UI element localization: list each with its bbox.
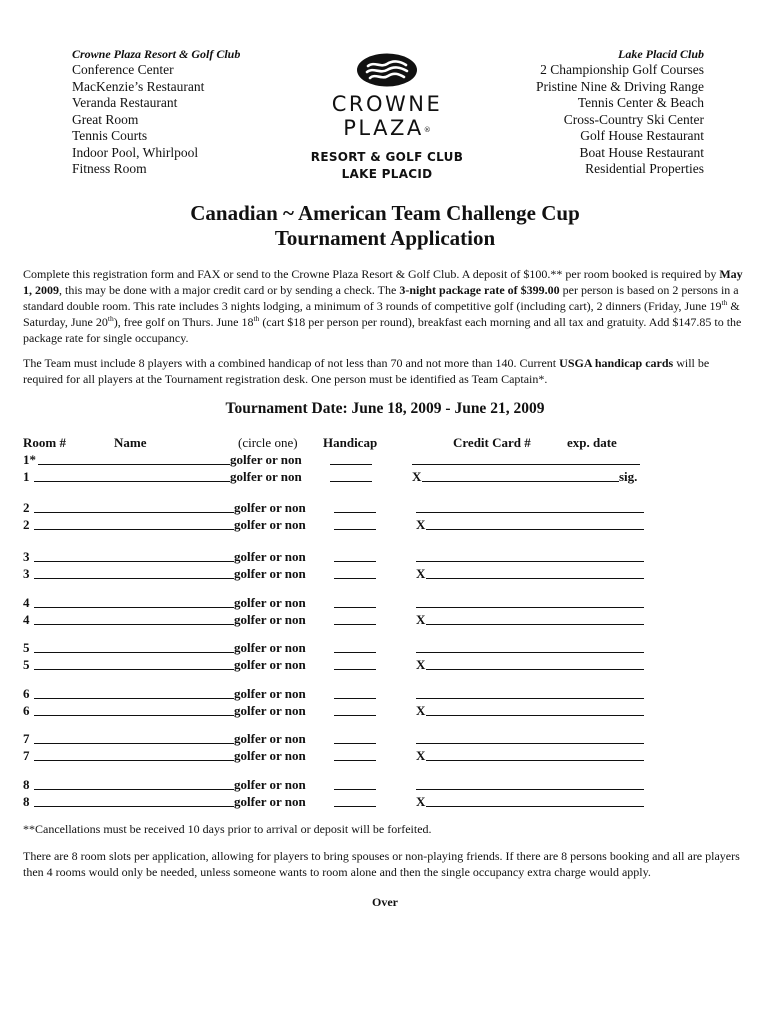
- amenity-item: Boat House Restaurant: [579, 144, 704, 160]
- resort-name: Crowne Plaza Resort & Golf Club: [72, 47, 241, 61]
- amenity-item: Residential Properties: [585, 161, 704, 176]
- name-field[interactable]: [34, 698, 234, 699]
- golfer-or-non-choice[interactable]: golfer or non: [234, 657, 306, 672]
- name-field[interactable]: [34, 624, 234, 625]
- signature-mark: X: [416, 657, 426, 672]
- amenity-item: Tennis Center & Beach: [577, 95, 704, 110]
- handicap-field[interactable]: [334, 624, 376, 625]
- signature-field[interactable]: [426, 529, 644, 530]
- golfer-or-non-choice[interactable]: golfer or non: [234, 748, 306, 763]
- signature-mark: X: [416, 612, 426, 627]
- room-number: 5: [23, 640, 30, 655]
- column-handicap: Handicap: [323, 435, 378, 450]
- signature-mark: X: [416, 794, 426, 809]
- rooms-note: There are 8 room slots per application, allowing for players to bring spouses or non-playing friends. If there are 8 persons booking and all are players then 4 rooms would only be needed, unless someone wants to room alone and then the single occupancy extra charge would apply.: [23, 849, 740, 879]
- signature-label: sig.: [619, 469, 638, 484]
- column-credit-card: Credit Card #: [453, 435, 531, 450]
- name-field[interactable]: [34, 481, 230, 482]
- name-field[interactable]: [34, 578, 234, 579]
- room-row-signature: [23, 794, 723, 811]
- amenity-item: Pristine Nine & Driving Range: [536, 78, 704, 94]
- signature-mark: X: [416, 566, 426, 581]
- amenity-item: Indoor Pool, Whirlpool: [72, 144, 199, 160]
- room-number: 8: [23, 794, 30, 809]
- signature-field[interactable]: [426, 624, 644, 625]
- golfer-or-non-choice[interactable]: golfer or non: [234, 731, 306, 746]
- room-number: 5: [23, 657, 30, 672]
- room-row-signature: [23, 748, 723, 765]
- handicap-field[interactable]: [330, 464, 372, 465]
- credit-card-field[interactable]: [416, 789, 644, 790]
- golfer-or-non-choice[interactable]: golfer or non: [234, 612, 306, 627]
- name-field[interactable]: [34, 607, 234, 608]
- document-subtitle: Tournament Application: [274, 226, 496, 250]
- golfer-or-non-choice[interactable]: golfer or non: [234, 794, 306, 809]
- name-field[interactable]: [34, 561, 234, 562]
- room-row-card: [23, 686, 723, 703]
- signature-mark: X: [412, 469, 422, 484]
- room-row-signature: [23, 469, 723, 486]
- credit-card-field[interactable]: [416, 607, 644, 608]
- credit-card-field[interactable]: [412, 464, 640, 465]
- amenity-item: Conference Center: [72, 62, 174, 77]
- golfer-or-non-choice[interactable]: golfer or non: [234, 549, 306, 564]
- credit-card-field[interactable]: [416, 652, 644, 653]
- amenity-item: Veranda Restaurant: [72, 95, 178, 110]
- amenity-item: Great Room: [72, 111, 139, 127]
- handicap-field[interactable]: [334, 715, 376, 716]
- handicap-field[interactable]: [334, 806, 376, 807]
- room-number: 2: [23, 500, 30, 515]
- signature-mark: X: [416, 517, 426, 532]
- logo-location: LAKE PLACID: [341, 167, 433, 181]
- name-field[interactable]: [34, 806, 234, 807]
- room-number: 1: [23, 469, 30, 484]
- room-row-signature: [23, 657, 723, 674]
- logo-subtitle: RESORT & GOLF CLUB: [310, 150, 464, 164]
- golfer-or-non-choice[interactable]: golfer or non: [234, 500, 306, 515]
- handicap-field[interactable]: [334, 789, 376, 790]
- credit-card-field[interactable]: [416, 512, 644, 513]
- room-row-card: [23, 777, 723, 794]
- team-requirements: The Team must include 8 players with a combined handicap of not less than 70 and not more than 140. Current USGA handicap cards will be required for all players at the Tournament registration desk. One person must be identified as Team Captain*.: [23, 356, 710, 386]
- name-field[interactable]: [34, 715, 234, 716]
- signature-field[interactable]: [426, 669, 644, 670]
- credit-card-field[interactable]: [416, 698, 644, 699]
- handicap-field[interactable]: [330, 481, 372, 482]
- name-field[interactable]: [38, 464, 230, 465]
- handicap-field[interactable]: [334, 743, 376, 744]
- signature-field[interactable]: [422, 481, 619, 482]
- room-row-signature: [23, 703, 723, 720]
- room-number: 4: [23, 612, 30, 627]
- room-row-signature: [23, 612, 723, 629]
- room-number: 8: [23, 777, 30, 792]
- room-row-card: [23, 452, 723, 469]
- signature-mark: X: [416, 748, 426, 763]
- room-number: 2: [23, 517, 30, 532]
- name-field[interactable]: [34, 669, 234, 670]
- logo-brand-text: CROWNE PLAZA®: [331, 92, 443, 140]
- room-row-card: [23, 500, 723, 517]
- column-room-number: Room #: [23, 435, 66, 450]
- amenity-item: Cross-Country Ski Center: [563, 111, 704, 127]
- room-number: 4: [23, 595, 30, 610]
- room-number: 1*: [23, 452, 36, 467]
- golfer-or-non-choice[interactable]: golfer or non: [230, 452, 302, 467]
- golfer-or-non-choice[interactable]: golfer or non: [234, 566, 306, 581]
- golfer-or-non-choice[interactable]: golfer or non: [230, 469, 302, 484]
- handicap-field[interactable]: [334, 698, 376, 699]
- golfer-or-non-choice[interactable]: golfer or non: [234, 686, 306, 701]
- name-field[interactable]: [34, 652, 234, 653]
- name-field[interactable]: [34, 760, 234, 761]
- handicap-field[interactable]: [334, 760, 376, 761]
- over-indicator: Over: [372, 895, 398, 909]
- handicap-field[interactable]: [334, 512, 376, 513]
- golfer-or-non-choice[interactable]: golfer or non: [234, 517, 306, 532]
- tournament-date: Tournament Date: June 18, 2009 - June 21, 2009: [225, 400, 545, 417]
- name-field[interactable]: [34, 789, 234, 790]
- amenity-item: Tennis Courts: [72, 128, 148, 143]
- room-number: 6: [23, 703, 30, 718]
- handicap-field[interactable]: [334, 561, 376, 562]
- room-row-card: [23, 595, 723, 612]
- credit-card-field[interactable]: [416, 561, 644, 562]
- room-row-card: [23, 549, 723, 566]
- handicap-field[interactable]: [334, 607, 376, 608]
- room-number: 6: [23, 686, 30, 701]
- cancellation-note: **Cancellations must be received 10 days prior to arrival or deposit will be forfeited.: [23, 822, 432, 836]
- club-amenities-list: [444, 47, 704, 178]
- amenity-item: 2 Championship Golf Courses: [540, 62, 704, 77]
- room-number: 7: [23, 731, 30, 746]
- crowne-plaza-emblem-icon: [355, 52, 419, 88]
- room-row-signature: [23, 566, 723, 583]
- handicap-field[interactable]: [334, 652, 376, 653]
- signature-field[interactable]: [426, 715, 644, 716]
- handicap-field[interactable]: [334, 669, 376, 670]
- room-number: 7: [23, 748, 30, 763]
- amenity-item: Golf House Restaurant: [580, 128, 704, 143]
- column-name: Name: [114, 435, 147, 450]
- signature-field[interactable]: [426, 760, 644, 761]
- room-number: 3: [23, 566, 30, 581]
- room-row-card: [23, 640, 723, 657]
- resort-amenities-list: [72, 47, 312, 178]
- club-name: Lake Placid Club: [618, 47, 704, 61]
- golfer-or-non-choice[interactable]: golfer or non: [234, 595, 306, 610]
- golfer-or-non-choice[interactable]: golfer or non: [234, 640, 306, 655]
- handicap-field[interactable]: [334, 578, 376, 579]
- room-number: 3: [23, 549, 30, 564]
- signature-mark: X: [416, 703, 426, 718]
- handicap-field[interactable]: [334, 529, 376, 530]
- document-title: Canadian ~ American Team Challenge Cup: [190, 201, 580, 225]
- golfer-or-non-choice[interactable]: golfer or non: [234, 777, 306, 792]
- signature-field[interactable]: [426, 578, 644, 579]
- name-field[interactable]: [34, 529, 234, 530]
- golfer-or-non-choice[interactable]: golfer or non: [234, 703, 306, 718]
- registration-instructions: Complete this registration form and FAX or send to the Crowne Plaza Resort & Golf Club. A deposit of $100.** per room booked is required by May 1, 2009, this may be done with a major credit card or by sending a check. The 3-night package rate of $399.00 per person is based on 2 persons in a standard double room. This rate includes 3 nights lodging, a minimum of 3 rounds of competitive golf (including cart), 2 dinners (Friday, June 19th & Saturday, June 20th), free golf on Thurs. June 18th (cart $18 per person per round), breakfast each morning and all tax and gratuity. Add $147.85 to the package rate for single occupancy.: [23, 267, 743, 345]
- amenity-item: MacKenzie’s Restaurant: [72, 78, 205, 94]
- column-circle-one: (circle one): [238, 435, 298, 450]
- name-field[interactable]: [34, 512, 234, 513]
- room-row-signature: [23, 517, 723, 534]
- signature-field[interactable]: [426, 806, 644, 807]
- room-row-card: [23, 731, 723, 748]
- amenity-item: Fitness Room: [72, 161, 147, 176]
- column-exp-date: exp. date: [567, 435, 617, 450]
- credit-card-field[interactable]: [416, 743, 644, 744]
- name-field[interactable]: [34, 743, 234, 744]
